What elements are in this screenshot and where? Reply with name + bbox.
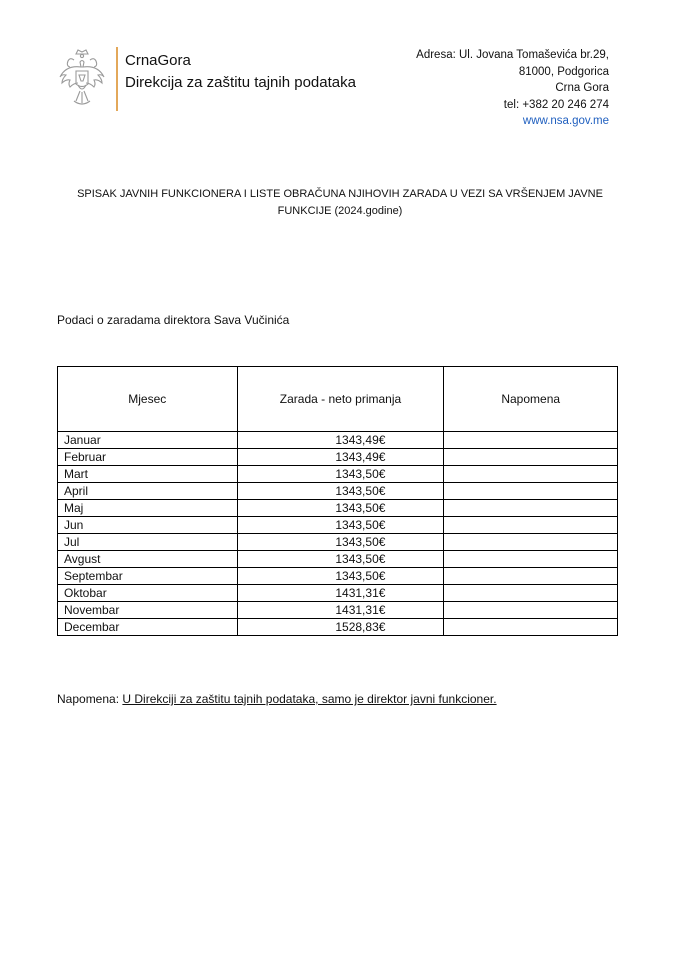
cell-month: Oktobar: [58, 585, 238, 602]
org-country: CrnaGora: [125, 52, 191, 69]
cell-month: Maj: [58, 500, 238, 517]
cell-salary: 1343,50€: [237, 500, 444, 517]
header-note: Napomena: [444, 367, 618, 432]
footnote-text: U Direkciji za zaštitu tajnih podataka, samo je direktor javni funkcioner.: [122, 692, 497, 706]
cell-month: April: [58, 483, 238, 500]
cell-note: [444, 585, 618, 602]
cell-note: [444, 500, 618, 517]
table-header-row: [58, 367, 618, 432]
organization-name: [125, 50, 356, 94]
cell-month: Novembar: [58, 602, 238, 619]
cell-note: [444, 534, 618, 551]
cell-note: [444, 619, 618, 636]
cell-note: [444, 517, 618, 534]
cell-month: Septembar: [58, 568, 238, 585]
header-salary: Zarada - neto primanja: [237, 367, 444, 432]
address-phone: tel: +382 20 246 274: [503, 98, 609, 111]
document-title: [70, 186, 610, 220]
table-row: [58, 551, 618, 568]
cell-salary: 1343,50€: [237, 466, 444, 483]
cell-month: Februar: [58, 449, 238, 466]
cell-note: [444, 568, 618, 585]
cell-month: Jul: [58, 534, 238, 551]
org-directorate: Direkcija za zaštitu tajnih podataka: [125, 74, 356, 91]
cell-note: [444, 483, 618, 500]
footnote: [57, 692, 497, 706]
cell-salary: 1343,50€: [237, 517, 444, 534]
cell-month: Jun: [58, 517, 238, 534]
cell-salary: 1528,83€: [237, 619, 444, 636]
table-row: [58, 534, 618, 551]
cell-salary: 1343,50€: [237, 483, 444, 500]
table-row: [58, 466, 618, 483]
cell-salary: 1343,50€: [237, 568, 444, 585]
table-row: [58, 449, 618, 466]
address-country: Crna Gora: [555, 82, 609, 94]
cell-month: Avgust: [58, 551, 238, 568]
cell-salary: 1343,49€: [237, 432, 444, 449]
address-street: Adresa: Ul. Jovana Tomaševića br.29,: [416, 49, 609, 61]
table-row: [58, 568, 618, 585]
cell-salary: 1343,50€: [237, 534, 444, 551]
website-link[interactable]: www.nsa.gov.me: [522, 115, 609, 127]
table-row: [58, 619, 618, 636]
montenegro-coat-of-arms-icon: [56, 47, 108, 109]
table-row: [58, 432, 618, 449]
cell-month: Decembar: [58, 619, 238, 636]
header-month: Mjesec: [58, 367, 238, 432]
address-city: 81000, Podgorica: [518, 65, 609, 78]
document-title-line-2: FUNKCIJE (2024.godine): [277, 205, 403, 217]
salary-table: [57, 366, 618, 636]
cell-note: [444, 551, 618, 568]
cell-note: [444, 432, 618, 449]
cell-salary: 1343,49€: [237, 449, 444, 466]
cell-month: Januar: [58, 432, 238, 449]
table-row: [58, 517, 618, 534]
document-title-line-1: SPISAK JAVNIH FUNKCIONERA I LISTE OBRAČUNA NJIHOVIH ZARADA U VEZI SA VRŠENJEM JAVNE: [77, 188, 603, 200]
cell-note: [444, 466, 618, 483]
cell-note: [444, 449, 618, 466]
contact-address: [416, 47, 609, 130]
cell-note: [444, 602, 618, 619]
table-row: [58, 483, 618, 500]
header-divider-line: [116, 47, 118, 111]
cell-salary: 1431,31€: [237, 602, 444, 619]
table-row: [58, 602, 618, 619]
cell-salary: 1431,31€: [237, 585, 444, 602]
cell-salary: 1343,50€: [237, 551, 444, 568]
footnote-label: Napomena:: [57, 692, 120, 706]
table-row: [58, 585, 618, 602]
cell-month: Mart: [58, 466, 238, 483]
intro-text: Podaci o zaradama direktora Sava Vučinića: [57, 313, 290, 327]
table-row: [58, 500, 618, 517]
